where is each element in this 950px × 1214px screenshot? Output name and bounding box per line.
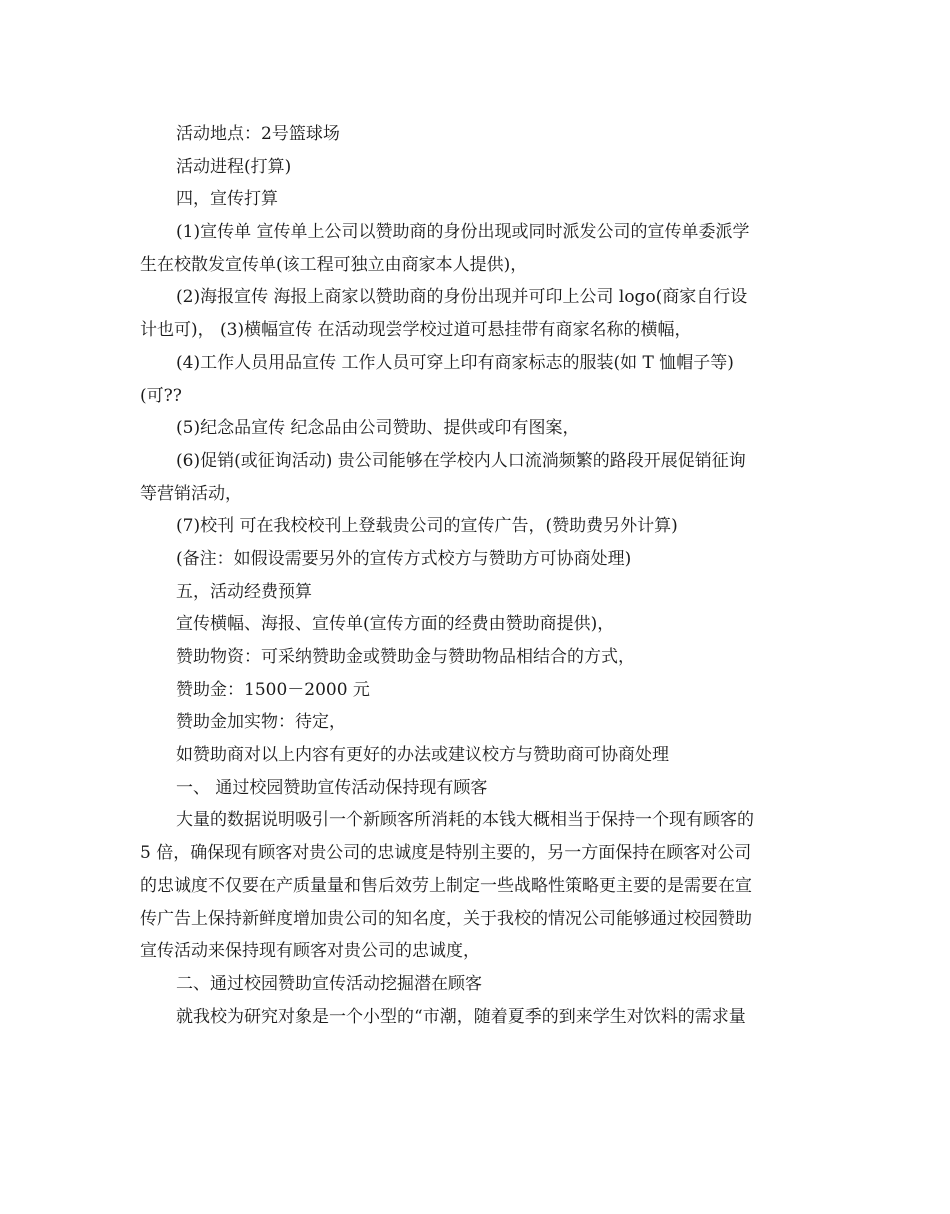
text-line: (1)宣传单 宣传单上公司以赞助商的身份出现或同时派发公司的宣传单委派学 [176, 222, 750, 243]
text-line: 赞助金加实物：待定， [176, 712, 346, 733]
text-line: 赞助物资：可采纳赞助金或赞助金与赞助物品相结合的方式， [176, 647, 635, 667]
text-line: 赞助金：1500－2000 元 [176, 679, 370, 700]
text-line: 就我校为研究对象是一个小型的“市潮，随着夏季的到来学生对饮料的需求量 [176, 1006, 746, 1027]
text-line: 等营销活动， [140, 483, 242, 504]
text-line: (6)促销(或征询活动) 贵公司能够在学校内人口流淌频繁的路段开展促销征询 [176, 450, 746, 471]
text-line: 如赞助商对以上内容有更好的办法或建议校方与赞助商可协商处理 [176, 745, 669, 766]
document-body [140, 118, 815, 1033]
text-line: 的忠诚度不仅要在产质量量和售后效劳上制定一些战略性策略更主要的是需要在宣 [140, 875, 752, 896]
text-line: 二、通过校园赞助宣传活动挖掘潜在顾客 [176, 973, 482, 994]
text-line: (5)纪念品宣传 纪念品由公司赞助、提供或印有图案， [176, 418, 580, 439]
text-line: (4)工作人员用品宣传 工作人员可穿上印有商家标志的服装(如 T 恤帽子等) [176, 352, 734, 373]
text-line: (备注：如假设需要另外的宣传方式校方与赞助方可协商处理) [176, 548, 632, 569]
text-line: 宣传横幅、海报、宣传单(宣传方面的经费由赞助商提供)， [176, 614, 615, 635]
text-line: 四，宣传打算 [176, 189, 278, 210]
text-line: 大量的数据说明吸引一个新顾客所消耗的本钱大概相当于保持一个现有顾客的 [176, 810, 754, 831]
text-line: 五，活动经费预算 [176, 581, 312, 602]
text-line: 宣传活动来保持现有顾客对贵公司的忠诚度， [140, 941, 480, 962]
text-line: 一、 通过校园赞助宣传活动保持现有顾客 [176, 777, 488, 798]
text-line: 活动地点：2号篮球场 [176, 124, 340, 144]
text-line: 计也可)， (3)横幅宣传 在活动现尝学校过道可悬挂带有商家名称的横幅， [140, 320, 692, 341]
text-line: 活动进程(打算) [176, 156, 292, 177]
text-line: (2)海报宣传 海报上商家以赞助商的身份出现并可印上公司 logo(商家自行设 [176, 287, 748, 308]
text-line: 生在校散发宣传单(该工程可独立由商家本人提供)， [140, 254, 528, 275]
text-line: (7)校刊 可在我校校刊上登载贵公司的宣传广告，(赞助费另外计算) [176, 516, 678, 537]
text-line: 传广告上保持新鲜度增加贵公司的知名度，关于我校的情况公司能够通过校园赞助 [140, 908, 752, 929]
text-line: 5 倍，确保现有顾客对贵公司的忠诚度是特别主要的，另一方面保持在顾客对公司 [140, 843, 752, 864]
text-line: (可?? [140, 385, 182, 406]
